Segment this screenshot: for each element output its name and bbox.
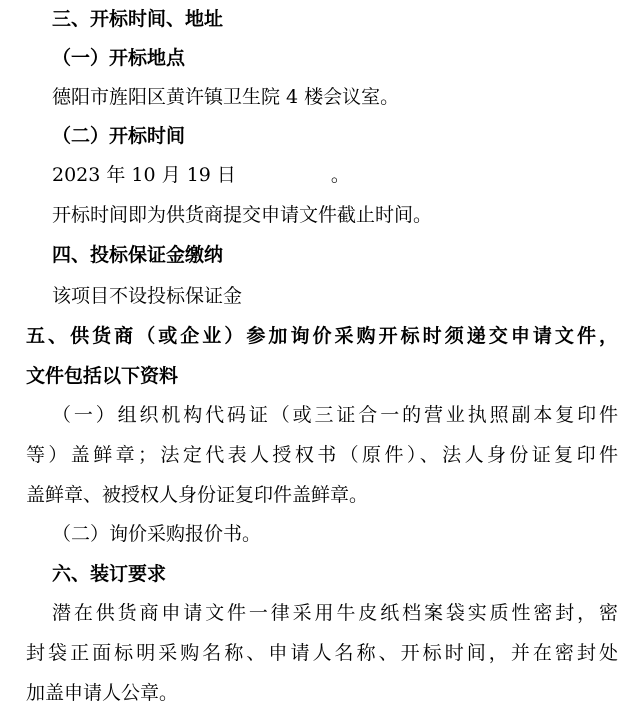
deposit-text: 该项目不设投标保证金: [52, 285, 243, 307]
section-5-heading-line-1: 五、供货商（或企业）参加询价采购开标时须递交申请文件，: [26, 325, 618, 347]
section-3-1-heading: （一）开标地点: [52, 47, 186, 69]
bid-opening-note: 开标时间即为供货商提交申请文件截止时间。: [52, 204, 433, 226]
section-6-line-2: 封袋正面标明采购名称、申请人名称、开标时间，并在密封处: [26, 642, 618, 664]
section-5-item-1-line-2: 等）盖鲜章；法定代表人授权书（原件）、法人身份证复印件: [26, 444, 618, 466]
section-6-line-3: 加盖申请人公章。: [26, 682, 179, 704]
bid-opening-location: 德阳市旌阳区黄许镇卫生院 4 楼会议室。: [52, 86, 400, 108]
section-3-heading: 三、开标时间、地址: [52, 8, 224, 30]
section-5-item-1-line-3: 盖鲜章、被授权人身份证复印件盖鲜章。: [26, 484, 369, 506]
section-5-heading-line-2: 文件包括以下资料: [26, 365, 179, 387]
section-5-item-2: （二）询价采购报价书。: [52, 523, 262, 545]
section-5-item-1-line-1: （一）组织机构代码证（或三证合一的营业执照副本复印件: [52, 404, 618, 426]
section-6-line-1: 潜在供货商申请文件一律采用牛皮纸档案袋实质性密封，密: [52, 602, 618, 624]
section-6-heading: 六、装订要求: [52, 563, 167, 585]
section-3-2-heading: （二）开标时间: [52, 125, 186, 147]
section-4-heading: 四、投标保证金缴纳: [52, 244, 224, 266]
bid-opening-date: 2023 年 10 月 19 日 。: [52, 164, 350, 186]
